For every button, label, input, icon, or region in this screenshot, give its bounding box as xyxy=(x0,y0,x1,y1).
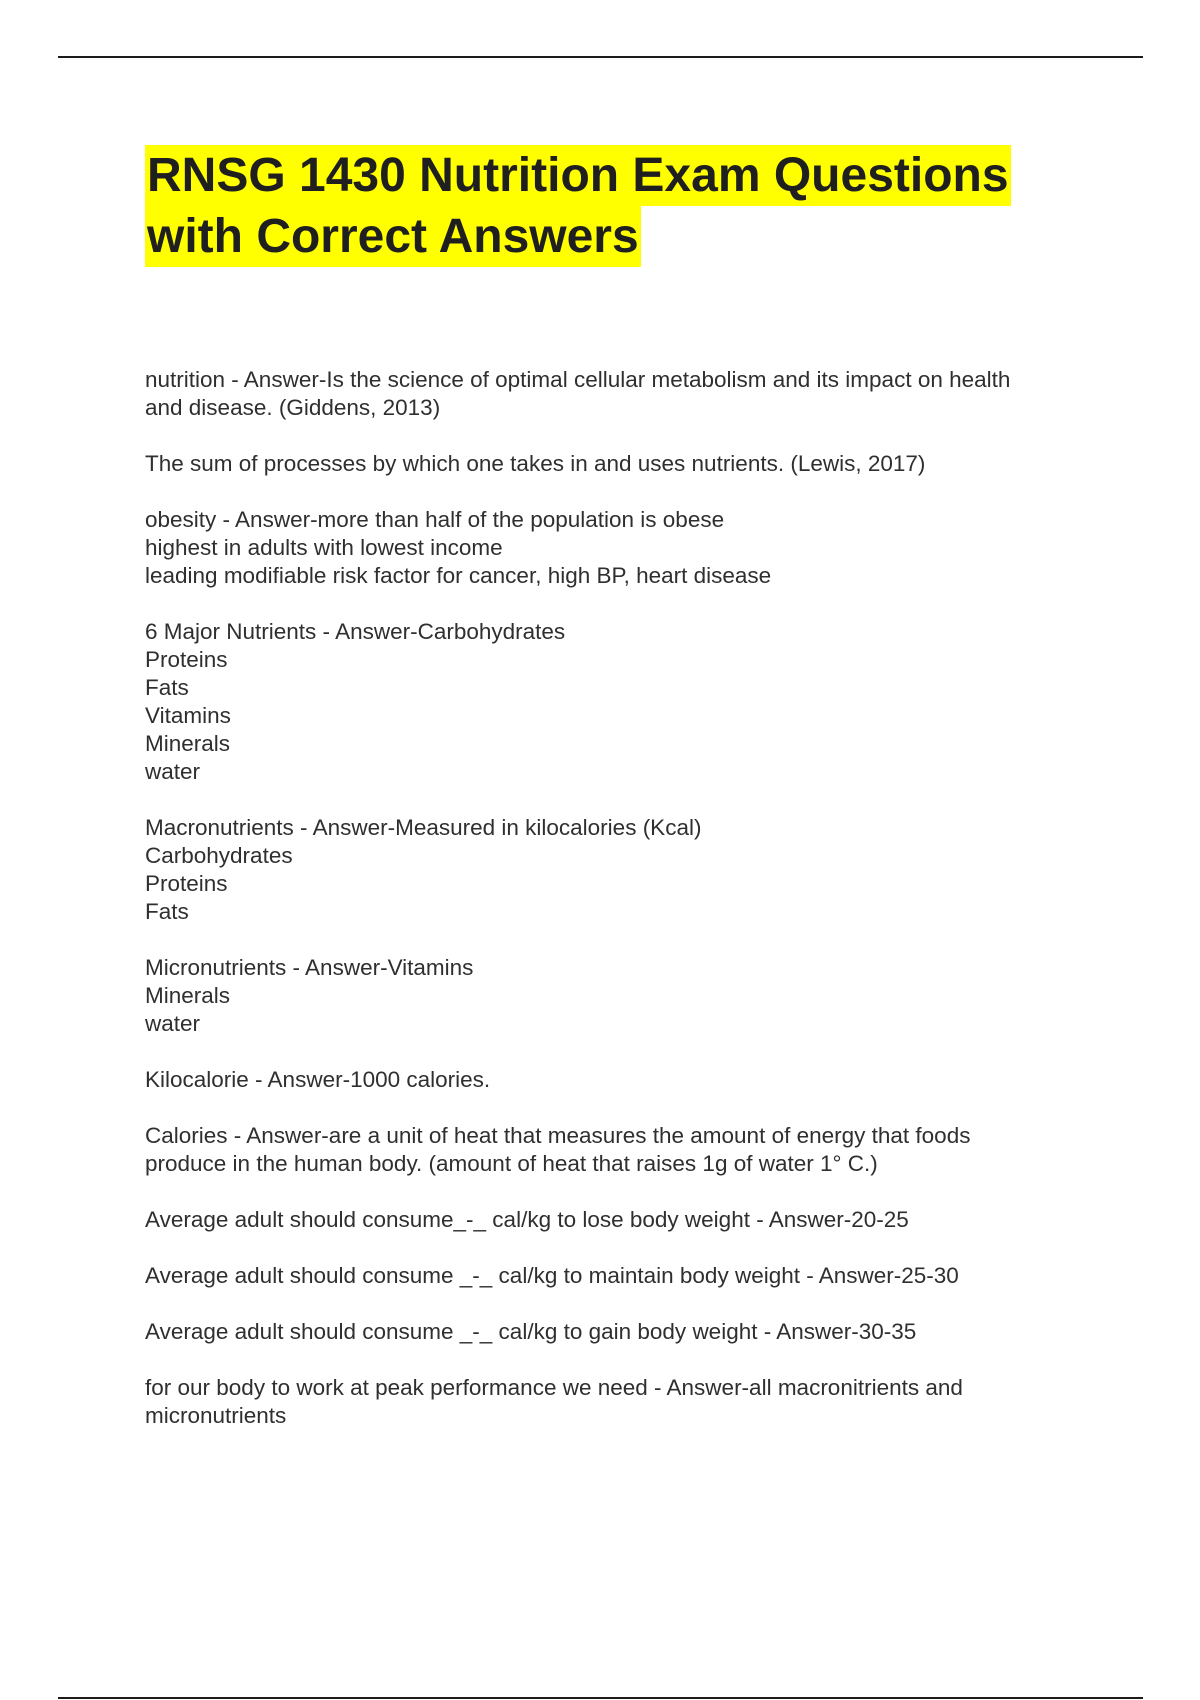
qa-line: Proteins xyxy=(145,871,228,896)
qa-line: Average adult should consume _-_ cal/kg to gain body weight - Answer-30-35 xyxy=(145,1319,917,1344)
document-title xyxy=(145,145,1095,267)
qa-line: Average adult should consume _-_ cal/kg to maintain body weight - Answer-25-30 xyxy=(145,1263,959,1288)
qa-line: Carbohydrates xyxy=(145,843,293,868)
qa-list xyxy=(145,366,1105,1458)
qa-line: and disease. (Giddens, 2013) xyxy=(145,395,441,420)
qa-entry-nutrition xyxy=(145,366,1105,422)
qa-line: Average adult should consume_-_ cal/kg to lose body weight - Answer-20-25 xyxy=(145,1207,909,1232)
top-rule xyxy=(58,56,1143,58)
qa-entry-kilocalorie xyxy=(145,1066,1105,1094)
qa-line: water xyxy=(145,1011,201,1036)
qa-entry-calories xyxy=(145,1122,1105,1178)
qa-line: 6 Major Nutrients - Answer-Carbohydrates xyxy=(145,619,566,644)
qa-line: Macronutrients - Answer-Measured in kilocalories (Kcal) xyxy=(145,815,702,840)
title-line-1: RNSG 1430 Nutrition Exam Questions xyxy=(145,145,1011,206)
qa-entry-lose-weight xyxy=(145,1206,1105,1234)
qa-line: Vitamins xyxy=(145,703,231,728)
qa-line: The sum of processes by which one takes in and uses nutrients. (Lewis, 2017) xyxy=(145,451,926,476)
qa-line: water xyxy=(145,759,201,784)
qa-entry-maintain-weight xyxy=(145,1262,1105,1290)
qa-line: Fats xyxy=(145,675,189,700)
qa-entry-macronutrients xyxy=(145,814,1105,926)
qa-entry-micronutrients xyxy=(145,954,1105,1038)
qa-entry-obesity xyxy=(145,506,1105,590)
qa-line: produce in the human body. (amount of heat that raises 1g of water 1° C.) xyxy=(145,1151,878,1176)
qa-line: Fats xyxy=(145,899,189,924)
qa-entry-sum-of-processes xyxy=(145,450,1105,478)
qa-line: Calories - Answer-are a unit of heat that measures the amount of energy that foods xyxy=(145,1123,971,1148)
qa-line: Minerals xyxy=(145,731,231,756)
qa-entry-major-nutrients xyxy=(145,618,1105,786)
qa-line: Minerals xyxy=(145,983,231,1008)
bottom-rule xyxy=(58,1697,1143,1699)
title-line-2: with Correct Answers xyxy=(145,206,641,267)
qa-line: micronutrients xyxy=(145,1403,287,1428)
qa-line: obesity - Answer-more than half of the population is obese xyxy=(145,507,725,532)
qa-line: nutrition - Answer-Is the science of optimal cellular metabolism and its impact on health xyxy=(145,367,1011,392)
qa-line: Kilocalorie - Answer-1000 calories. xyxy=(145,1067,491,1092)
qa-line: Proteins xyxy=(145,647,228,672)
qa-line: Micronutrients - Answer-Vitamins xyxy=(145,955,474,980)
qa-line: for our body to work at peak performance we need - Answer-all macronitrients and xyxy=(145,1375,963,1400)
qa-line: leading modifiable risk factor for cancer, high BP, heart disease xyxy=(145,563,772,588)
qa-line: highest in adults with lowest income xyxy=(145,535,503,560)
qa-entry-gain-weight xyxy=(145,1318,1105,1346)
qa-entry-peak-performance xyxy=(145,1374,1105,1430)
